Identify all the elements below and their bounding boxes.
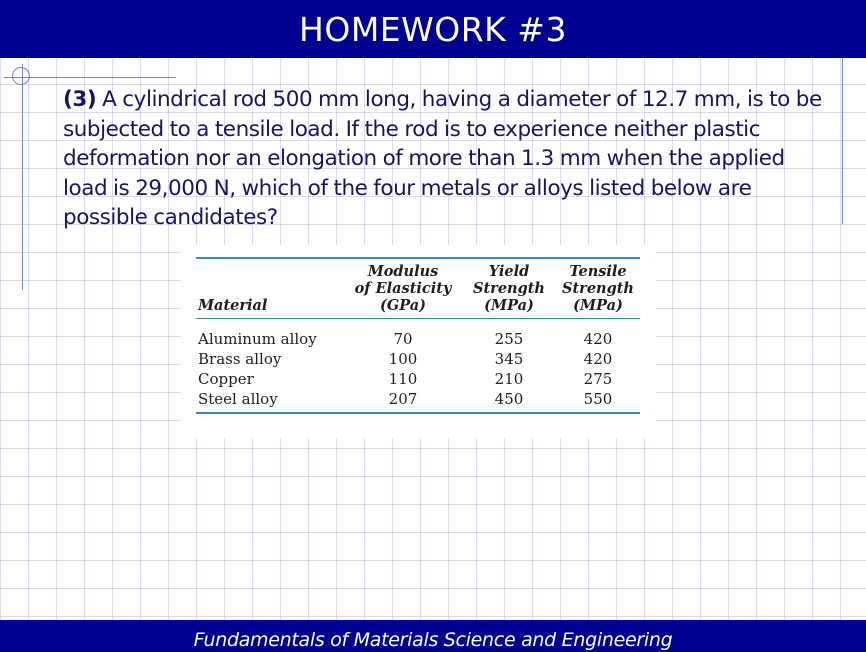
cell-material: Aluminum alloy bbox=[198, 330, 317, 348]
slide-footer-bar bbox=[0, 620, 866, 652]
cell-tensile: 420 bbox=[583, 330, 613, 348]
decorative-circle-icon bbox=[12, 67, 30, 85]
properties-table-card bbox=[181, 245, 656, 438]
cell-modulus: 110 bbox=[388, 370, 418, 388]
decorative-right-line bbox=[842, 58, 843, 224]
cell-yield: 255 bbox=[494, 330, 524, 348]
slide-title-bar bbox=[0, 0, 866, 58]
cell-tensile: 275 bbox=[583, 370, 613, 388]
cell-material: Steel alloy bbox=[198, 390, 278, 408]
cell-yield: 345 bbox=[494, 350, 524, 368]
problem-number: (3) bbox=[63, 87, 97, 112]
table-header-row bbox=[196, 258, 640, 319]
header-modulus: Modulus of Elasticity (GPa) bbox=[354, 263, 452, 314]
header-tensile-strength: Tensile Strength (MPa) bbox=[562, 263, 634, 314]
cell-material: Copper bbox=[198, 370, 254, 388]
problem-statement bbox=[63, 85, 823, 233]
cell-tensile: 550 bbox=[583, 390, 613, 408]
header-yield-strength: Yield Strength (MPa) bbox=[473, 263, 545, 314]
table-row bbox=[196, 389, 640, 413]
cell-yield: 210 bbox=[494, 370, 524, 388]
cell-modulus: 70 bbox=[393, 330, 413, 348]
header-material: Material bbox=[198, 297, 268, 314]
problem-text: A cylindrical rod 500 mm long, having a diameter of 12.7 mm, is to be subjected to a tensile load. If the rod is to experience neither plastic deformation nor an elongation of more than 1.3 mm when the applied load is 29,000 N, which of the four metals or alloys listed below are possible candidates? bbox=[63, 87, 822, 230]
cell-modulus: 207 bbox=[388, 390, 418, 408]
properties-table bbox=[196, 257, 640, 414]
table-row bbox=[196, 319, 640, 350]
table-row bbox=[196, 349, 640, 369]
cell-material: Brass alloy bbox=[198, 350, 282, 368]
cell-yield: 450 bbox=[494, 390, 524, 408]
table-row bbox=[196, 369, 640, 389]
decorative-vertical-line bbox=[22, 64, 23, 290]
cell-modulus: 100 bbox=[388, 350, 418, 368]
slide-title: HOMEWORK #3 bbox=[299, 9, 567, 49]
cell-tensile: 420 bbox=[583, 350, 613, 368]
slide-footer: Fundamentals of Materials Science and Engineering bbox=[193, 629, 673, 651]
